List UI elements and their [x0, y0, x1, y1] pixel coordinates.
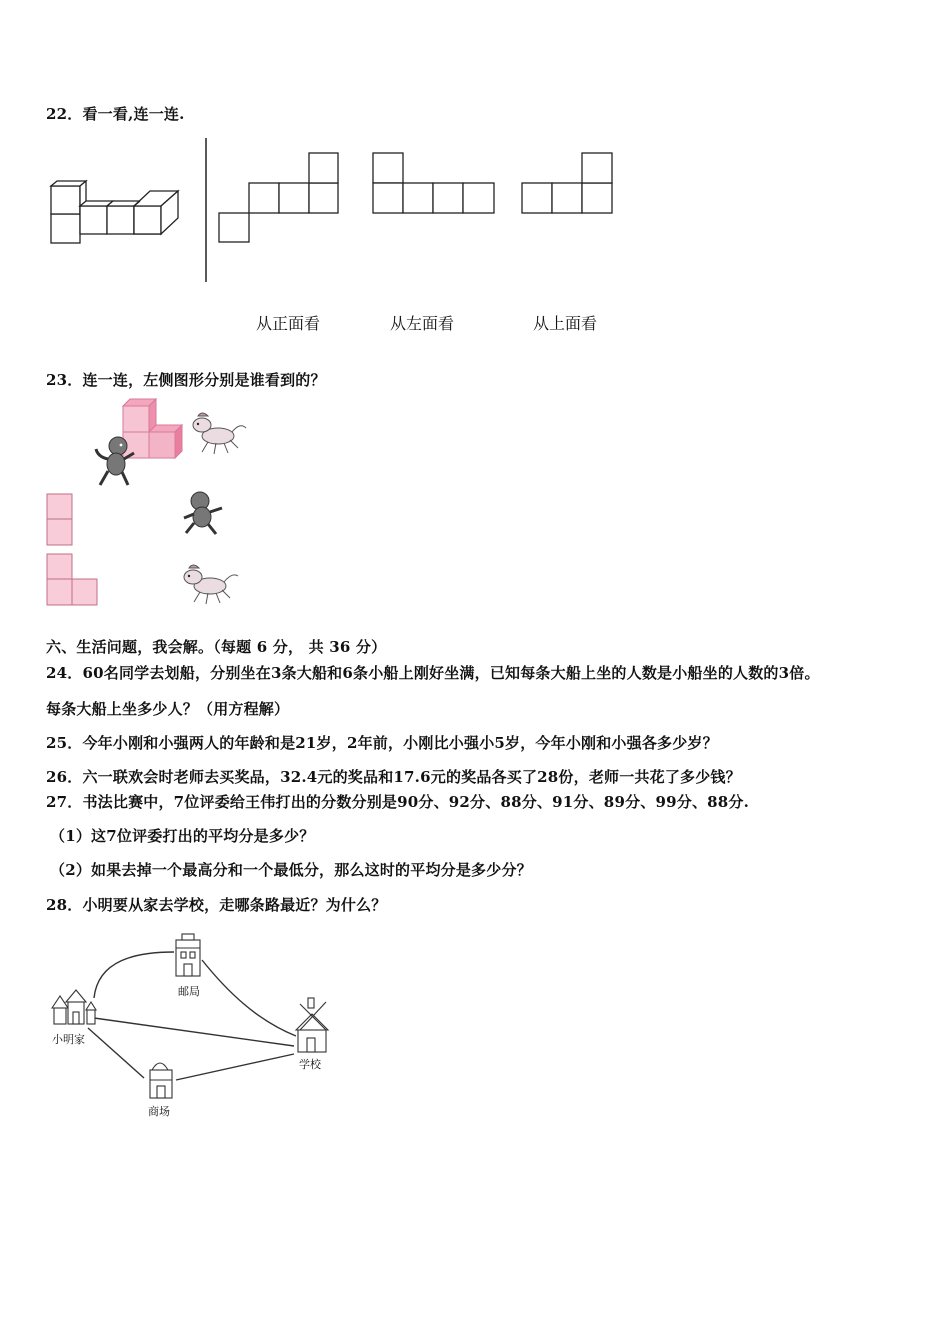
dog-icon	[190, 410, 248, 456]
route-via-post-office	[94, 952, 174, 998]
q22-view-shape-b[interactable]	[372, 152, 496, 215]
q27-part2: （2）如果去掉一个最高分和一个最低分，那么这时的平均分是多少分？	[50, 861, 532, 879]
route-map	[46, 930, 346, 1115]
view-label-top[interactable]: 从上面看	[533, 314, 598, 333]
q22-view-shape-a[interactable]	[218, 152, 340, 244]
q26-text: 26．六一联欢会时老师去买奖品，32.4元的奖品和17.6元的奖品各买了28份，老师一共花了多少钱？	[46, 768, 741, 786]
q23-shape-l[interactable]	[46, 553, 100, 607]
q27-title: 27．书法比赛中，7位评委给王伟打出的分数分别是90分、92分、88分、91分、89分、99分、88分.	[46, 793, 750, 811]
label-post-office: 邮局	[178, 985, 200, 998]
label-school: 学校	[299, 1058, 321, 1071]
q22-divider	[204, 138, 208, 283]
school-icon	[296, 998, 328, 1052]
q22-view-shape-c[interactable]	[521, 152, 615, 215]
view-label-front[interactable]: 从正面看	[256, 314, 321, 333]
q22-cube-solid[interactable]	[50, 180, 185, 245]
route-direct	[94, 1018, 294, 1046]
mall-icon	[150, 1063, 172, 1098]
view-label-left[interactable]: 从左面看	[390, 314, 455, 333]
monkey-icon-option[interactable]	[180, 490, 228, 538]
q28-title: 28．小明要从家去学校，走哪条路最近？为什么？	[46, 896, 387, 914]
post-office-icon	[176, 934, 200, 976]
house-icon	[52, 990, 96, 1024]
label-home: 小明家	[52, 1033, 85, 1046]
dog-icon-option[interactable]	[180, 562, 240, 606]
q25-text: 25．今年小刚和小强两人的年龄和是21岁，2年前，小刚比小强小5岁，今年小刚和小强各多少岁？	[46, 734, 718, 752]
label-mall: 商场	[148, 1105, 170, 1118]
section6-title: 六、生活问题，我会解。（每题 6 分， 共 36 分）	[46, 638, 387, 656]
q24-line1: 24．60名同学去划船，分别坐在3条大船和6条小船上刚好坐满，已知每条大船上坐的人数是小船坐的人数的3倍。	[46, 664, 820, 682]
q27-part1: （1）这7位评委打出的平均分是多少？	[50, 827, 315, 845]
q22-title: 22．看一看,连一连.	[46, 105, 185, 123]
q23-shape-column[interactable]	[46, 493, 74, 547]
q23-title: 23．连一连，左侧图形分别是谁看到的？	[46, 371, 326, 389]
q24-line2: 每条大船上坐多少人？（用方程解）	[46, 700, 290, 718]
monkey-icon	[92, 435, 138, 490]
route-via-mall	[88, 1028, 144, 1078]
